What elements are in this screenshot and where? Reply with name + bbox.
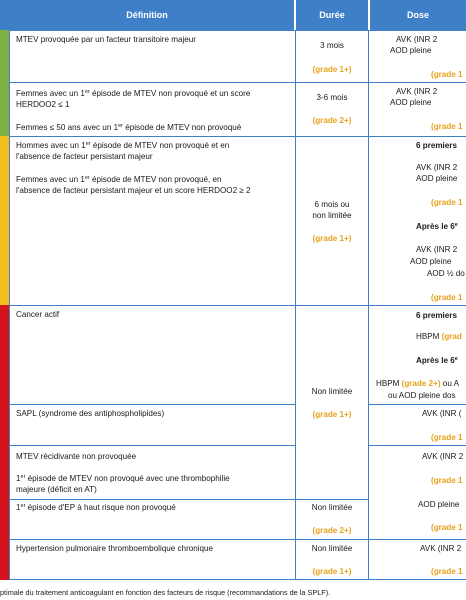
row3-def2: l'absence de facteur persistant majeur [16, 152, 153, 161]
row6-def2-a: 1 [16, 474, 21, 483]
duree-cell-4 [295, 305, 369, 500]
row7-dose-grade: (grade 1 [431, 523, 463, 532]
row2-grade: (grade 2+) [312, 116, 352, 125]
row3-dose2: AOD pleine [416, 174, 458, 183]
row3-def4: l'absence de facteur persistant majeur et un score HERDOO2 ≥ 2 [16, 186, 251, 195]
row3-dose-heading1: 6 premiers [416, 141, 457, 150]
row1-dose1: AVK (INR 2 [396, 35, 438, 44]
row9-definition: Hypertension pulmonaire thromboembolique chronique [16, 544, 214, 553]
row3-dose-heading2-sup: e [454, 222, 458, 228]
header-dose [370, 0, 466, 30]
row4-dose2 [376, 378, 459, 389]
row3-def1-a: Hommes avec un 1 [16, 141, 86, 150]
row4-dose1-a: HBPM [416, 332, 442, 341]
row9-grade: (grade 1+) [312, 567, 352, 576]
header-definition-label: Définition [126, 10, 168, 20]
row1-duree: 3 mois [320, 41, 344, 50]
row3-grade: (grade 1+) [312, 234, 352, 243]
row6-def1: MTEV récidivante non provoquée [16, 452, 137, 461]
row1-dose-grade: (grade 1 [431, 70, 463, 79]
row3-dose3: AVK (INR 2 [416, 245, 458, 254]
row3-dose1: AVK (INR 2 [416, 163, 458, 172]
row3-dose-grade2: (grade 1 [431, 293, 463, 302]
row4-dose1-grade: (grad [441, 332, 462, 341]
header-duree [296, 0, 368, 30]
duree-cell-3 [295, 136, 369, 306]
row8-duree: Non limitée [311, 503, 353, 512]
row4-dose-heading2-sup: e [454, 356, 458, 362]
band-yellow [0, 136, 9, 305]
row2-def1-b: épisode de MTEV non provoqué et un score [89, 89, 251, 98]
row3-def3-sup: er [84, 175, 90, 181]
row4-dose2-grade: (grade 2+) [401, 379, 441, 388]
rows4-7-grade: (grade 1+) [312, 410, 352, 419]
row3-def1-b: épisode de MTEV non provoqué et en [90, 141, 230, 150]
header-dose-label: Dose [406, 10, 429, 20]
row6-def2 [16, 473, 230, 484]
table-caption: ptimale du traitement anticoagulant en fonction des facteurs de risque (recommandations de la SPLF). [0, 588, 331, 597]
band-green [0, 30, 9, 136]
row9-duree: Non limitée [311, 544, 353, 553]
duree-cell-2 [295, 82, 369, 137]
row6-dose-grade: (grade 1 [431, 476, 463, 485]
row2-def1 [16, 88, 250, 99]
row1-grade: (grade 1+) [312, 65, 352, 74]
row6-def3: majeure (déficit en AT) [16, 485, 97, 494]
row2-duree: 3-6 mois [316, 93, 348, 102]
row3-def1 [16, 140, 229, 151]
row4-dose-heading2 [416, 355, 458, 366]
def-cell-4 [9, 305, 296, 405]
row3-def3 [16, 174, 222, 185]
row4-dose-heading2-a: Après le 6 [416, 356, 455, 365]
row3-dose5: AOD ½ do [427, 269, 465, 278]
row2-dose-grade: (grade 1 [431, 122, 463, 131]
row9-dose-grade: (grade 1 [431, 567, 463, 576]
row5-dose1: AVK (INR ( [422, 409, 462, 418]
row5-dose-grade: (grade 1 [431, 433, 463, 442]
row3-def3-b: épisode de MTEV non provoqué, en [89, 175, 222, 184]
band-red [0, 305, 9, 580]
row2-def3-b: épisode de MTEV non provoqué [122, 123, 242, 132]
duree-cell-1 [295, 30, 369, 83]
row2-def3-a: Femmes ≤ 50 ans avec un 1 [16, 123, 119, 132]
row9-dose1: AVK (INR 2 [420, 544, 462, 553]
row2-dose1: AVK (INR 2 [396, 87, 438, 96]
row5-definition: SAPL (syndrome des antiphospholipides) [16, 409, 165, 418]
row3-def3-a: Femmes avec un 1 [16, 175, 85, 184]
row3-dose-grade1: (grade 1 [431, 198, 463, 207]
header-duree-label: Durée [319, 10, 345, 20]
row6-def2-sup: er [20, 474, 26, 480]
row8-definition [16, 502, 176, 513]
row8-def-b: épisode d'EP à haut risque non provoqué [25, 503, 176, 512]
row2-dose2: AOD pleine [390, 98, 432, 107]
row4-dose3: ou AOD pleine dos [388, 391, 456, 400]
row3-duree2: non limitée [312, 211, 352, 220]
row4-definition: Cancer actif [16, 310, 60, 319]
rows4-7-duree: Non limitée [311, 387, 353, 396]
row4-dose1 [416, 331, 462, 342]
row2-def1-a: Femmes avec un 1 [16, 89, 85, 98]
row3-dose4: AOD pleine [410, 257, 452, 266]
row3-duree1: 6 mois ou [314, 200, 350, 209]
row6-dose1: AVK (INR 2 [422, 452, 464, 461]
row3-dose-heading2 [416, 221, 458, 232]
row8-grade: (grade 2+) [312, 526, 352, 535]
row2-def3-sup: er [118, 123, 123, 129]
row3-dose-heading2-a: Après le 6 [416, 222, 455, 231]
header-definition [0, 0, 294, 30]
row6-def2-b: épisode de MTEV non provoqué avec une thrombophilie [25, 474, 230, 483]
row1-definition: MTEV provoquée par un facteur transitoire majeur [16, 35, 196, 44]
row4-dose2-a: HBPM [376, 379, 402, 388]
row3-def1-sup: er [85, 141, 91, 147]
row7-dose1: AOD pleine [418, 500, 460, 509]
row2-def3 [16, 122, 241, 133]
row8-def-sup: er [20, 503, 26, 509]
row8-def-a: 1 [16, 503, 21, 512]
row2-def1-sup: er [84, 89, 90, 95]
row2-def2: HERDOO2 ≤ 1 [16, 100, 70, 109]
row4-dose2-b: ou A [440, 379, 460, 388]
row4-dose-heading1: 6 premiers [416, 311, 457, 320]
row1-dose2: AOD pleine [390, 46, 432, 55]
